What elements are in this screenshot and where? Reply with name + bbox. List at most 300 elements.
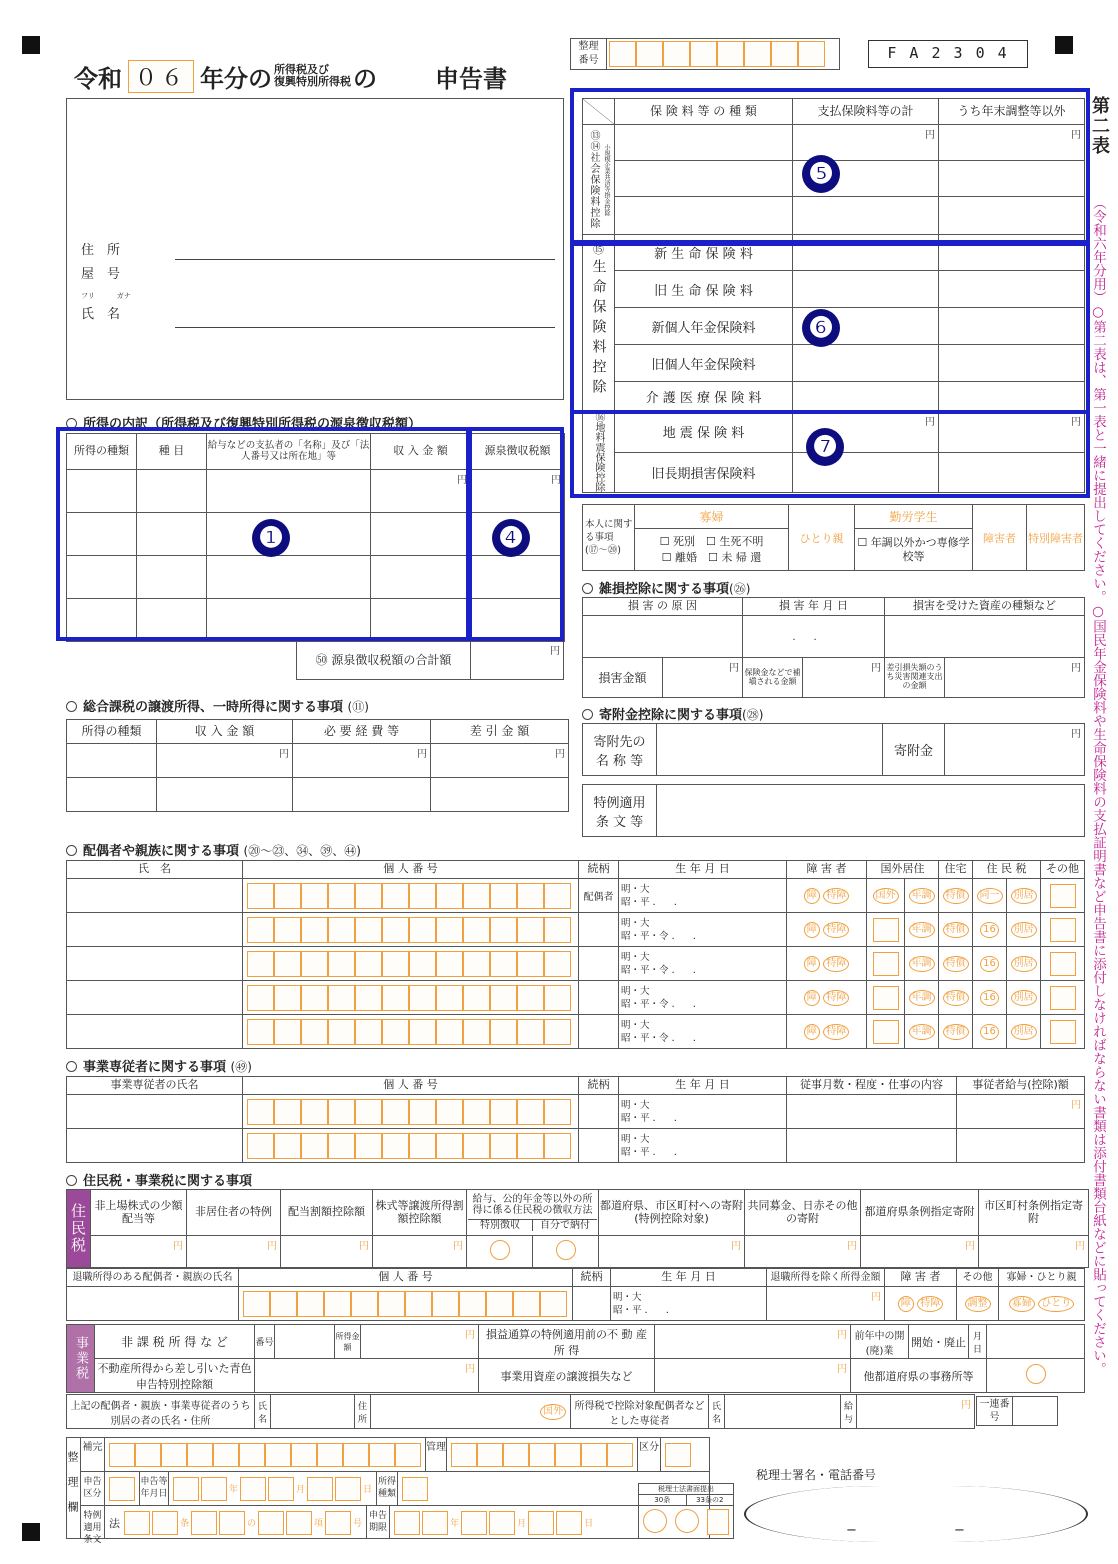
col-category: 種 目 [137,434,207,470]
digit-box[interactable] [436,985,463,1011]
digit-box[interactable] [301,917,328,943]
digit-box[interactable] [451,1443,477,1467]
damage-amount-field[interactable]: 円 [663,658,743,698]
separate-option[interactable]: 別居 [1011,922,1037,938]
digit-box[interactable] [486,1291,513,1317]
digit-box[interactable] [355,883,382,909]
digit-box[interactable] [477,1443,503,1467]
disabled-option[interactable]: 障 [898,1296,914,1312]
table-cell[interactable] [67,913,243,947]
digit-box[interactable] [274,917,301,943]
table-cell[interactable]: 円 [157,744,293,778]
disabled-option[interactable]: 障 [804,956,820,972]
table-cell[interactable] [579,913,619,947]
donation-amount-field[interactable]: 円 [945,724,1085,776]
digit-box[interactable] [490,1099,517,1125]
digit-box[interactable] [201,1477,227,1501]
accountant-box[interactable] [707,1509,729,1535]
abroad-box[interactable] [873,918,899,942]
article-30-option[interactable] [643,1509,667,1533]
disabled-option[interactable]: 障 [804,1024,820,1040]
digit-box[interactable] [247,951,274,977]
other-pref-option[interactable] [987,1359,1085,1393]
widow-option[interactable]: 寡婦 [1009,1296,1035,1312]
nencho-option[interactable]: 年調 [909,922,935,938]
nencho-option[interactable]: 年調 [909,990,935,1006]
digit-box[interactable] [382,883,409,909]
digit-box[interactable] [152,1511,178,1535]
nencho-option[interactable]: 年調 [909,888,935,904]
digit-box[interactable] [436,951,463,977]
life-row-label: 旧 生 命 保 険 料 [615,271,793,308]
digit-box[interactable] [544,883,571,909]
special-disabled-option[interactable]: 特障 [823,1024,849,1040]
digit-box[interactable] [274,883,301,909]
disaster-expense-field[interactable]: 円 [945,658,1085,698]
abroad-box[interactable] [873,1020,899,1044]
table-cell[interactable]: 円 [857,1395,975,1429]
digit-box[interactable] [463,1099,490,1125]
reference-digit[interactable] [609,41,636,67]
table-cell[interactable] [67,778,157,812]
digit-box[interactable] [490,1019,517,1045]
table-cell[interactable] [573,1287,611,1321]
checkbox[interactable]: ☐ [708,550,718,564]
table-cell[interactable]: 円 [939,412,1085,453]
checkbox[interactable]: ☐ [661,550,672,564]
col-stock-deduct: 株式等譲渡所得割額控除額 [373,1190,467,1236]
housing-option[interactable]: 特償 [943,990,969,1006]
digit-box[interactable] [274,1133,301,1159]
digit-box[interactable] [240,1477,266,1501]
digit-box[interactable] [213,1443,239,1467]
table-cell[interactable] [579,947,619,981]
digit-box[interactable] [219,1511,245,1535]
digit-box[interactable] [422,1511,448,1535]
col-pref-ordinance: 都道府県条例指定寄附 [861,1190,979,1236]
birth-field[interactable]: 明・大 昭・平 .. [619,1095,787,1129]
checkbox[interactable]: ☐ [706,534,716,548]
digit-box[interactable] [556,1511,582,1535]
digit-box[interactable] [409,985,436,1011]
table-cell[interactable] [67,1129,243,1163]
abroad-box[interactable] [873,952,899,976]
table-cell[interactable] [67,1015,243,1049]
table-cell[interactable] [157,778,293,812]
donation-dest-field[interactable] [657,724,883,776]
digit-box[interactable] [247,985,274,1011]
special-disabled-option[interactable]: 特障 [823,888,849,904]
digit-box[interactable] [301,951,328,977]
special-article-field[interactable] [657,785,1085,837]
digit-box[interactable] [544,1099,571,1125]
digit-box[interactable] [328,1133,355,1159]
special-disabled-option[interactable]: 特障 [823,922,849,938]
table-cell[interactable] [371,1395,571,1429]
digit-box[interactable] [355,1133,382,1159]
table-cell[interactable] [67,947,243,981]
housing-option[interactable]: 特償 [943,956,969,972]
reference-digit[interactable] [717,41,744,67]
abroad-option[interactable]: 国外 [540,1404,566,1420]
table-cell[interactable]: 円 [793,412,939,453]
disabled-option[interactable]: 障 [804,888,820,904]
digit-box[interactable] [307,1477,333,1501]
digit-box[interactable] [243,1291,270,1317]
disabled-label[interactable]: 障害者 [973,505,1027,571]
digit-box[interactable] [436,1099,463,1125]
digit-box[interactable] [544,985,571,1011]
special-disabled-option[interactable]: 特障 [917,1296,943,1312]
table-cell[interactable]: 円 [957,1095,1085,1129]
digit-box[interactable] [517,917,544,943]
digit-box[interactable] [124,1511,150,1535]
col-retire-name: 退職所得のある配偶者・親族の氏名 [67,1269,239,1287]
table-cell[interactable] [787,1129,957,1163]
table-cell[interactable] [579,1095,619,1129]
asset-loss-label: 事業用資産の譲渡損失など [479,1359,655,1393]
digit-box[interactable] [335,1477,361,1501]
digit-box[interactable] [109,1477,135,1501]
digit-box[interactable] [369,1443,395,1467]
digit-box[interactable] [517,985,544,1011]
digit-box[interactable] [409,883,436,909]
col-relation: 続柄 [579,1077,619,1095]
digit-box[interactable] [544,917,571,943]
reference-digit[interactable] [798,41,825,67]
reference-digit[interactable] [663,41,690,67]
table-cell[interactable]: 円 [745,1236,861,1268]
disabled-option[interactable]: 障 [804,922,820,938]
disabled-option[interactable]: 障 [804,990,820,1006]
resident-tax-table [66,1189,1089,1268]
digit-box[interactable] [463,1133,490,1159]
digit-box[interactable] [544,951,571,977]
table-cell[interactable]: 円 [471,470,565,513]
digit-box[interactable] [343,1443,369,1467]
digit-box[interactable] [247,883,274,909]
damage-amount-label: 損害金額 [583,658,663,698]
table-cell[interactable] [579,1129,619,1163]
digit-box[interactable] [382,1099,409,1125]
checkbox[interactable]: ☐ [659,534,670,548]
birth-field[interactable]: 明・大 昭・平・令 .. [619,981,787,1015]
separate-option[interactable]: 別居 [1011,956,1037,972]
abroad-box[interactable] [873,986,899,1010]
digit-box[interactable] [355,917,382,943]
digit-box[interactable] [325,1511,351,1535]
digit-box[interactable] [328,951,355,977]
digit-box[interactable] [394,1511,420,1535]
table-cell[interactable] [67,1095,243,1129]
separate-option[interactable]: 別居 [1011,888,1037,904]
table-cell[interactable]: 円 [373,1236,467,1268]
table-cell[interactable]: 円 [793,125,939,161]
digit-box[interactable] [274,951,301,977]
reference-label-2: 番号 [578,55,599,66]
under16-option[interactable]: 16 [980,956,999,972]
table-cell[interactable]: 円 [361,1325,479,1359]
registration-mark-bottom-left [22,1523,40,1541]
digit-box[interactable] [490,1133,517,1159]
other-box[interactable] [1050,952,1076,976]
table-cell[interactable]: 円 [861,1236,979,1268]
col-birth: 生 年 月 日 [619,861,787,879]
nencho-option[interactable]: 年調 [909,1024,935,1040]
birth-field[interactable]: 明・大 昭・平・令 .. [619,913,787,947]
digit-box[interactable] [109,1443,135,1467]
digit-box[interactable] [382,985,409,1011]
checkbox[interactable]: ☐ [857,535,868,549]
housing-option[interactable]: 特償 [943,888,969,904]
col-withholding: 源泉徴収税額 [471,434,565,470]
digit-box[interactable] [324,1291,351,1317]
table-cell[interactable]: 円 [187,1236,281,1268]
digit-box[interactable] [436,1019,463,1045]
self-pay-option[interactable] [533,1236,599,1268]
table-cell[interactable] [67,981,243,1015]
digit-box[interactable] [544,1019,571,1045]
table-cell[interactable]: 円 [767,1287,885,1321]
table-cell[interactable] [987,1325,1085,1359]
digit-box[interactable] [517,951,544,977]
digit-box[interactable] [517,1099,544,1125]
table-cell[interactable]: 円 [655,1325,851,1359]
digit-box[interactable] [459,1291,486,1317]
digit-box[interactable] [270,1291,297,1317]
birth-field[interactable]: 明・大 昭・平 .. [619,879,787,913]
table-cell[interactable] [583,616,743,658]
digit-box[interactable] [432,1291,459,1317]
col-work-detail: 従事月数・程度・仕事の内容 [787,1077,957,1095]
table-cell[interactable]: 円 [655,1359,851,1393]
digit-box[interactable] [351,1291,378,1317]
digit-box[interactable] [355,985,382,1011]
digit-box[interactable] [135,1443,161,1467]
digit-box[interactable] [274,1019,301,1045]
single-parent-option[interactable]: ひとり [1038,1296,1074,1312]
under16-option[interactable]: 16 [980,990,999,1006]
table-cell[interactable]: 円 [255,1359,479,1393]
withholding-total-field[interactable]: 円 [550,646,560,657]
digit-box[interactable] [328,1099,355,1125]
digit-box[interactable] [247,917,274,943]
table-cell[interactable] [67,744,157,778]
digit-box[interactable] [490,917,517,943]
table-cell[interactable]: 円 [293,744,431,778]
digit-box[interactable] [355,1019,382,1045]
table-cell[interactable]: .. [743,616,885,658]
under16-option[interactable]: 16 [980,1024,999,1040]
digit-box[interactable] [382,917,409,943]
digit-box[interactable] [274,1099,301,1125]
digit-box[interactable] [247,1099,274,1125]
employee-row [67,1095,1085,1129]
table-cell[interactable] [431,778,569,812]
digit-box[interactable] [489,1511,515,1535]
under16-option[interactable]: 16 [980,922,999,938]
table-cell[interactable]: 円 [371,470,471,513]
employee-table [66,1076,1085,1163]
digit-box[interactable] [382,1133,409,1159]
digit-box[interactable] [463,1019,490,1045]
digit-box[interactable] [503,1443,529,1467]
table-cell[interactable] [67,879,243,913]
article-33-option[interactable] [675,1509,699,1533]
digit-box[interactable] [382,951,409,977]
digit-box[interactable] [463,883,490,909]
reference-digit[interactable] [771,41,798,67]
table-cell[interactable]: 円 [431,744,569,778]
digit-box[interactable] [286,1511,312,1535]
digit-box[interactable] [328,917,355,943]
digit-box[interactable] [382,1019,409,1045]
division-box[interactable] [665,1443,691,1467]
digit-box[interactable] [301,1019,328,1045]
digit-box[interactable] [173,1477,199,1501]
digit-box[interactable] [402,1477,428,1501]
digit-box[interactable] [463,917,490,943]
birth-field[interactable]: 明・大 昭・平・令 .. [619,1015,787,1049]
year-field[interactable]: ０６ [128,60,194,93]
separate-option[interactable]: 別居 [1011,990,1037,1006]
abroad-option[interactable]: 国外 [873,888,899,904]
special-disabled-option[interactable]: 特障 [823,990,849,1006]
digit-box[interactable] [274,985,301,1011]
special-disabled-label[interactable]: 特別障害者 [1027,505,1085,571]
housing-option[interactable]: 特償 [943,1024,969,1040]
table-cell[interactable]: 円 [91,1236,187,1268]
digit-box[interactable] [258,1511,284,1535]
table-cell[interactable] [293,778,431,812]
digit-box[interactable] [301,1133,328,1159]
digit-box[interactable] [355,1099,382,1125]
digit-box[interactable] [544,1133,571,1159]
table-cell[interactable] [271,1395,355,1429]
table-cell[interactable] [579,981,619,1015]
digit-box[interactable] [268,1477,294,1501]
digit-box[interactable] [187,1443,213,1467]
digit-box[interactable] [328,1019,355,1045]
income-amount-label: 所得金額 [335,1325,361,1359]
table-cell[interactable] [275,1325,335,1359]
digit-box[interactable] [517,1133,544,1159]
table-cell[interactable]: 円 [939,125,1085,161]
digit-box[interactable] [409,951,436,977]
digit-box[interactable] [581,1443,607,1467]
housing-option[interactable]: 特償 [943,922,969,938]
address-line[interactable] [175,259,555,260]
tax-accountant-signature-field[interactable]: − − [744,1486,1088,1542]
digit-box[interactable] [517,1019,544,1045]
digit-box[interactable] [247,1019,274,1045]
other-box[interactable] [1050,884,1076,908]
special-disabled-option[interactable]: 特障 [823,956,849,972]
digit-box[interactable] [607,1443,633,1467]
digit-box[interactable] [517,883,544,909]
table-cell[interactable] [787,1095,957,1129]
digit-box[interactable] [436,917,463,943]
digit-box[interactable] [405,1291,432,1317]
reference-digit[interactable] [744,41,771,67]
digit-box[interactable] [529,1443,555,1467]
digit-box[interactable] [247,1133,274,1159]
digit-box[interactable] [239,1443,265,1467]
digit-box[interactable] [409,1019,436,1045]
digit-box[interactable] [436,883,463,909]
adjust-option[interactable]: 調整 [965,1296,991,1312]
digit-box[interactable] [436,1133,463,1159]
digit-box[interactable] [409,1133,436,1159]
digit-box[interactable] [490,951,517,977]
digit-box[interactable] [297,1291,324,1317]
digit-box[interactable] [528,1511,554,1535]
digit-box[interactable] [317,1443,343,1467]
name-line[interactable] [175,327,555,328]
nencho-option[interactable]: 年調 [909,956,935,972]
birth-field[interactable]: 明・大 昭・平・令 .. [619,947,787,981]
digit-box[interactable] [409,1099,436,1125]
reference-digit[interactable] [636,41,663,67]
digit-box[interactable] [409,917,436,943]
birth-field[interactable]: 明・大 昭・平 .. [619,1129,787,1163]
table-cell[interactable] [67,1287,239,1321]
digit-box[interactable] [191,1511,217,1535]
birth-field[interactable]: 明・大 昭・平 .. [611,1287,767,1321]
reference-digit[interactable] [690,41,717,67]
digit-box[interactable] [378,1291,405,1317]
other-box[interactable] [1050,1020,1076,1044]
digit-box[interactable] [291,1443,317,1467]
digit-box[interactable] [463,951,490,977]
separate-option[interactable]: 別居 [1011,1024,1037,1040]
start-stop-label[interactable]: 開始・廃止 [909,1325,969,1359]
digit-box[interactable] [328,985,355,1011]
table-cell[interactable] [579,1015,619,1049]
table-cell[interactable] [725,1395,841,1429]
col-abroad: 国外居住 [867,861,939,879]
digit-box[interactable] [328,883,355,909]
table-cell[interactable] [957,1129,1085,1163]
serial-number-box [976,1396,1058,1426]
digit-box[interactable] [463,985,490,1011]
table-cell[interactable]: 円 [599,1236,745,1268]
digit-box[interactable] [265,1443,291,1467]
digit-box[interactable] [395,1443,421,1467]
digit-box[interactable] [513,1291,540,1317]
digit-box[interactable] [461,1511,487,1535]
table-cell[interactable]: 円 [979,1236,1089,1268]
table-cell[interactable] [885,616,1085,658]
special-collection-option[interactable] [467,1236,533,1268]
table-cell[interactable]: 円 [281,1236,373,1268]
digit-box[interactable] [301,985,328,1011]
digit-box[interactable] [355,951,382,977]
other-box[interactable] [1050,986,1076,1010]
same-household-option[interactable]: 同一 [977,888,1003,904]
digit-box[interactable] [555,1443,581,1467]
digit-box[interactable] [301,1099,328,1125]
digit-box[interactable] [540,1291,567,1317]
serial-number-field[interactable] [1013,1397,1057,1425]
other-box[interactable] [1050,918,1076,942]
single-parent-label[interactable]: ひとり親 [789,505,855,571]
digit-box[interactable] [161,1443,187,1467]
digit-box[interactable] [490,883,517,909]
digit-box[interactable] [490,985,517,1011]
insurance-compensation-field[interactable]: 円 [803,658,885,698]
digit-box[interactable] [301,883,328,909]
